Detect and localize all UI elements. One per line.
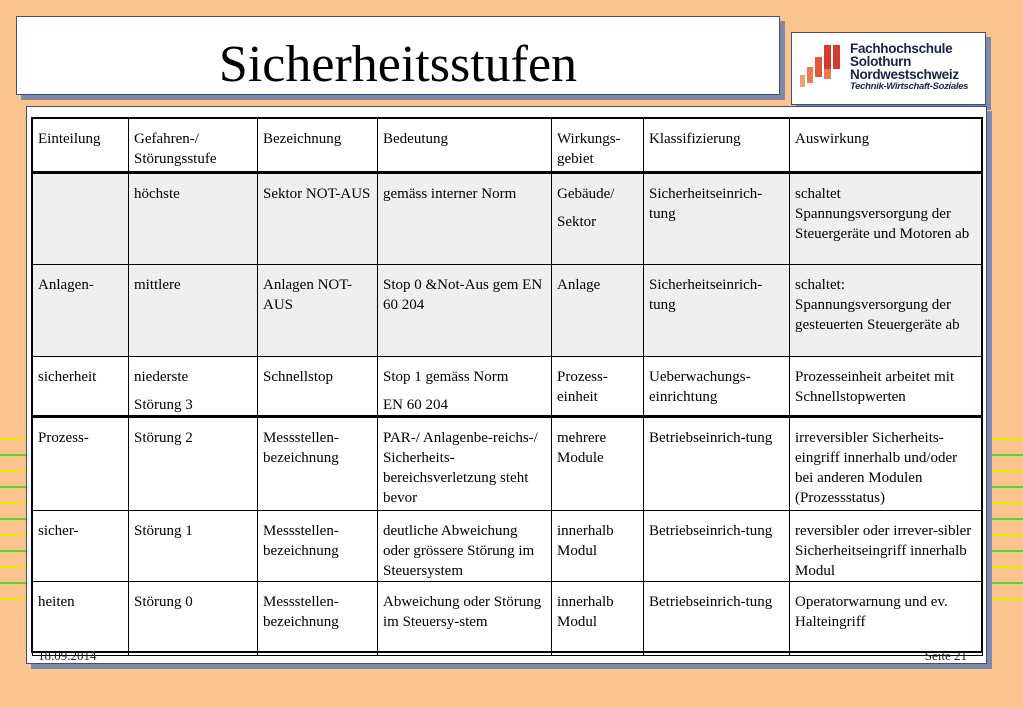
cell-klassifizierung: Betriebseinrich-tung xyxy=(644,582,790,656)
cell-stufe-line: Störung 3 xyxy=(134,397,193,413)
school-logo-icon xyxy=(800,43,844,95)
cell-gebiet-line: Sektor xyxy=(557,214,597,230)
security-levels-table xyxy=(32,118,983,656)
cell-einteilung xyxy=(33,173,129,265)
cell-auswirkung: Operatorwarnung und ev. Halteingriff xyxy=(790,582,983,656)
cell-auswirkung: reversibler oder irrever-sibler Sicherheitseingriff innerhalb Modul xyxy=(790,511,983,582)
cell-klassifizierung: Ueberwachungs-einrichtung xyxy=(644,357,790,417)
cell-einteilung: Anlagen- xyxy=(33,265,129,357)
cell-klassifizierung: Betriebseinrich-tung xyxy=(644,417,790,511)
cell-gebiet: Prozess-einheit xyxy=(552,357,644,417)
cell-auswirkung: schaltet Spannungsversorgung der Steuergeräte und Motoren ab xyxy=(790,173,983,265)
cell-bedeutung: Abweichung oder Störung im Steuersy-stem xyxy=(378,582,552,656)
cell-gebiet-line: Gebäude/ xyxy=(557,186,615,202)
cell-stufe: mittlere xyxy=(129,265,258,357)
cell-bezeichnung: Sektor NOT-AUS xyxy=(258,173,378,265)
table-row xyxy=(33,173,983,265)
cell-gebiet: Anlage xyxy=(552,265,644,357)
header-cell: Gefahren-/ Störungsstufe xyxy=(129,119,258,173)
cell-auswirkung: Prozesseinheit arbeitet mit Schnellstopwerten xyxy=(790,357,983,417)
header-cell: Auswirkung xyxy=(790,119,983,173)
header-cell: Einteilung xyxy=(33,119,129,173)
cell-gebiet: innerhalb Modul xyxy=(552,511,644,582)
cell-bedeutung: Stop 0 &Not-Aus gem EN 60 204 xyxy=(378,265,552,357)
cell-klassifizierung: Sicherheitseinrich-tung xyxy=(644,173,790,265)
cell-einteilung: Prozess- xyxy=(33,417,129,511)
table-header-row xyxy=(33,119,983,173)
table-row xyxy=(33,265,983,357)
logo-line-2: Solothurn xyxy=(850,54,912,69)
logo-line-4: Technik-Wirtschaft-Soziales xyxy=(850,81,969,92)
header-cell: Wirkungs-gebiet xyxy=(552,119,644,173)
cell-bedeutung-line: Stop 1 gemäss Norm xyxy=(383,369,509,385)
header-cell: Bedeutung xyxy=(378,119,552,173)
cell-gebiet: innerhalb Modul xyxy=(552,582,644,656)
cell-auswirkung: schaltet: Spannungsversorgung der gesteuerten Steuergeräte ab xyxy=(790,265,983,357)
cell-stufe xyxy=(129,357,258,417)
table-row xyxy=(33,417,983,511)
footer-page-number: Seite 21 xyxy=(924,648,967,663)
cell-auswirkung: irreversibler Sicherheits-eingriff innerhalb und/oder bei anderen Modulen (Prozessstatus) xyxy=(790,417,983,511)
cell-einteilung: heiten xyxy=(33,582,129,656)
cell-bedeutung xyxy=(378,357,552,417)
footer-date: 18.09.2014 xyxy=(38,648,97,663)
table-row xyxy=(33,357,983,417)
cell-bezeichnung: Anlagen NOT-AUS xyxy=(258,265,378,357)
title-card xyxy=(16,16,780,95)
logo-line-3: Nordwestschweiz xyxy=(850,67,959,82)
cell-einteilung: sicher- xyxy=(33,511,129,582)
cell-bedeutung: deutliche Abweichung oder grössere Störung im Steuersystem xyxy=(378,511,552,582)
logo-line-1: Fachhochschule xyxy=(850,41,953,56)
page-title: Sicherheitsstufen xyxy=(218,36,578,93)
cell-bezeichnung: Messstellen-bezeichnung xyxy=(258,511,378,582)
cell-einteilung: sicherheit xyxy=(33,357,129,417)
cell-klassifizierung: Sicherheitseinrich-tung xyxy=(644,265,790,357)
cell-gebiet: mehrere Module xyxy=(552,417,644,511)
cell-bezeichnung: Messstellen-bezeichnung xyxy=(258,582,378,656)
cell-bedeutung: gemäss interner Norm xyxy=(378,173,552,265)
table-row xyxy=(33,582,983,656)
cell-bedeutung-line: EN 60 204 xyxy=(383,397,448,413)
cell-klassifizierung: Betriebseinrich-tung xyxy=(644,511,790,582)
cell-bedeutung: PAR-/ Anlagenbe-reichs-/ Sicherheits-bereichsverletzung steht bevor xyxy=(378,417,552,511)
cell-stufe: Störung 0 xyxy=(129,582,258,656)
logo-card xyxy=(791,32,986,105)
cell-bezeichnung: Messstellen-bezeichnung xyxy=(258,417,378,511)
cell-stufe: höchste xyxy=(129,173,258,265)
cell-gebiet xyxy=(552,173,644,265)
header-cell: Bezeichnung xyxy=(258,119,378,173)
table-row xyxy=(33,511,983,582)
cell-stufe-line: niederste xyxy=(134,369,189,385)
header-cell: Klassifizierung xyxy=(644,119,790,173)
cell-stufe: Störung 1 xyxy=(129,511,258,582)
school-name xyxy=(850,42,968,92)
cell-stufe: Störung 2 xyxy=(129,417,258,511)
cell-bezeichnung: Schnellstop xyxy=(258,357,378,417)
